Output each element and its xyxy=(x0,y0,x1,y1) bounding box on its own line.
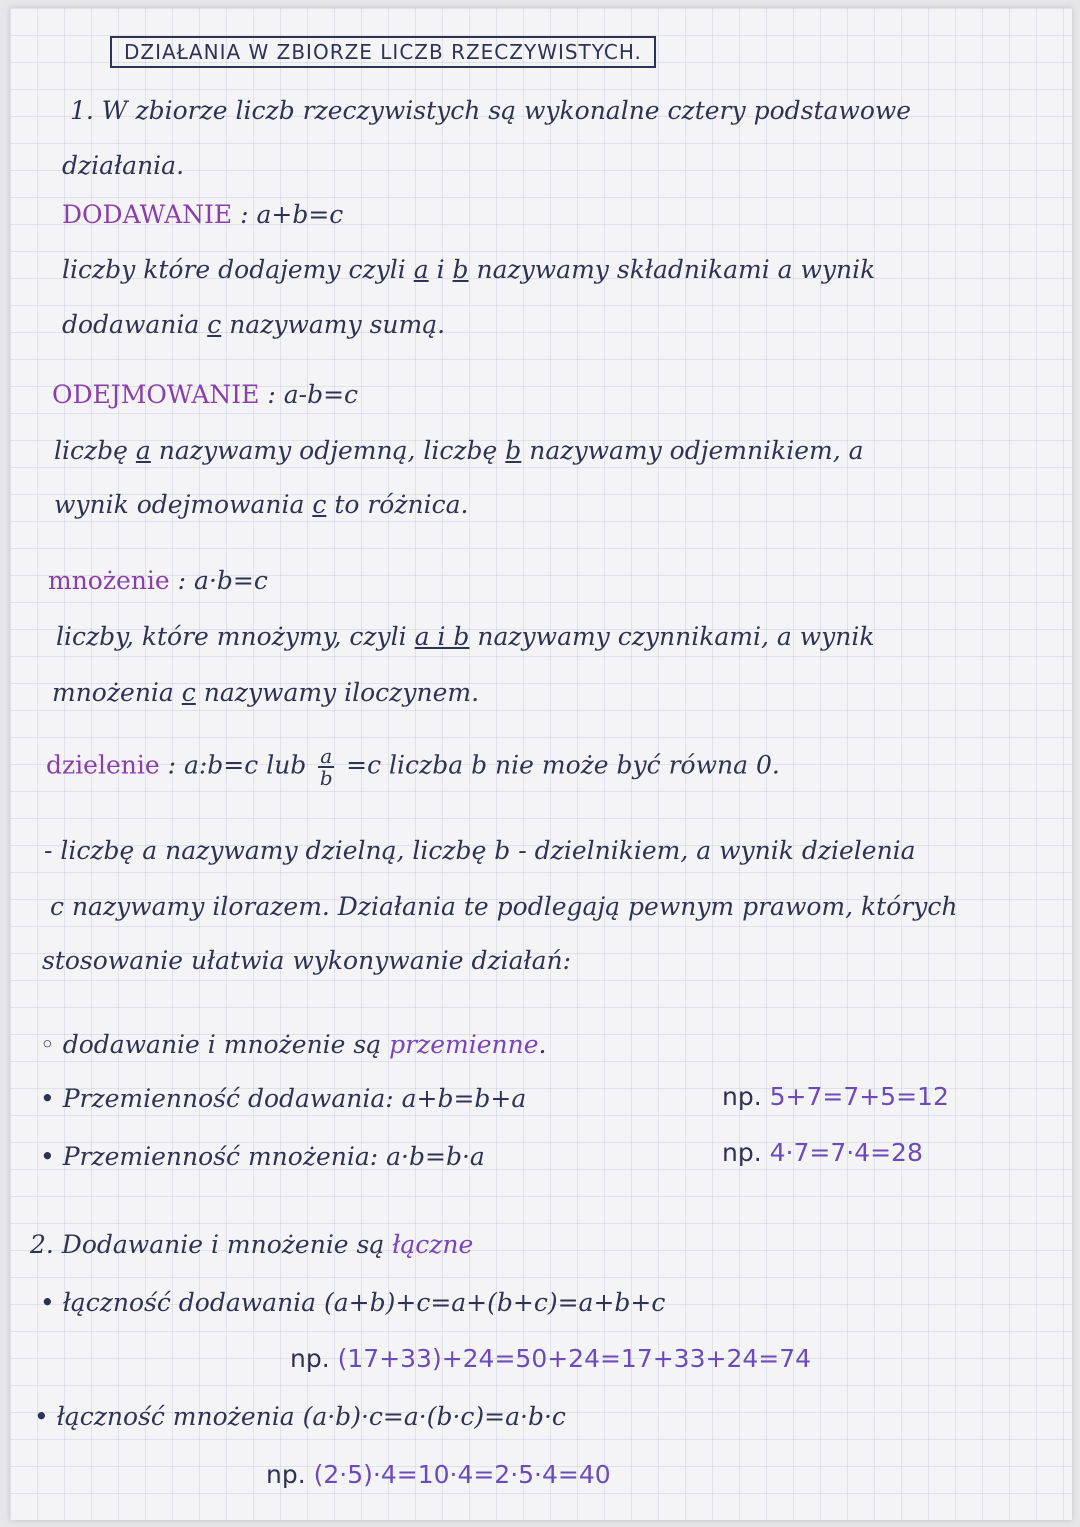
addition-heading xyxy=(62,200,343,229)
subtraction-heading xyxy=(52,380,358,409)
addition-desc-2a: dodawania xyxy=(62,310,200,339)
division-fraction xyxy=(318,746,334,788)
associative-term: łączne xyxy=(392,1230,474,1259)
addition-label: DODAWANIE xyxy=(62,200,233,229)
subtraction-desc-1b: nazywamy odjemną, liczbę xyxy=(158,436,498,465)
commutative-multiplication-example xyxy=(722,1138,923,1167)
subtraction-label: ODEJMOWANIE xyxy=(52,380,260,409)
subtraction-desc-2a: wynik odejmowania xyxy=(54,490,305,519)
associative-multiplication: • łączność mnożenia (a·b)·c=a·(b·c)=a·b·c xyxy=(34,1402,566,1431)
multiplication-desc-2b: nazywamy iloczynem. xyxy=(203,678,480,707)
addition-desc-text-b: nazywamy składnikami a wynik xyxy=(476,255,876,284)
subtraction-desc-1a: liczbę xyxy=(54,436,128,465)
example-value: (2·5)·4=10·4=2·5·4=40 xyxy=(313,1460,611,1489)
example-label: np. xyxy=(266,1460,306,1489)
example-value: 4·7=7·4=28 xyxy=(769,1138,923,1167)
multiplication-label: mnożenie xyxy=(48,566,170,595)
multiplication-heading xyxy=(48,566,268,595)
subtraction-desc-1c: nazywamy odjemnikiem, a xyxy=(529,436,864,465)
subtraction-formula: : a-b=c xyxy=(267,380,359,409)
fraction-numerator: a xyxy=(320,744,333,768)
page-title: DZIAŁANIA W ZBIORZE LICZB RZECZYWISTYCH. xyxy=(110,36,656,68)
associative-text: 2. Dodawanie i mnożenie są xyxy=(30,1230,385,1259)
multiplication-term-c: c xyxy=(181,678,196,707)
associative-heading xyxy=(30,1230,473,1259)
division-desc-1: - liczbę a nazywamy dzielną, liczbę b - dzielnikiem, a wynik dzielenia xyxy=(44,836,916,865)
addition-desc-1 xyxy=(62,255,875,284)
example-label: np. xyxy=(290,1344,330,1373)
division-label: dzielenie xyxy=(46,750,160,780)
commutative-multiplication: • Przemienność mnożenia: a·b=b·a xyxy=(40,1142,485,1171)
commutative-term: przemienne xyxy=(389,1030,539,1059)
example-value: 5+7=7+5=12 xyxy=(769,1082,949,1111)
example-label: np. xyxy=(722,1082,762,1111)
addition-term-c: c xyxy=(207,310,222,339)
multiplication-desc-1 xyxy=(56,622,875,651)
commutative-text: ◦ dodawanie i mnożenie są xyxy=(40,1030,382,1059)
example-label: np. xyxy=(722,1138,762,1167)
notebook-page xyxy=(10,8,1072,1520)
commutative-addition: • Przemienność dodawania: a+b=b+a xyxy=(40,1084,527,1113)
addition-term-b: b xyxy=(452,255,469,284)
addition-term-i: i xyxy=(436,255,445,284)
commutative-dot: . xyxy=(538,1030,547,1059)
associative-addition-example xyxy=(290,1344,811,1373)
subtraction-desc-1 xyxy=(54,436,864,465)
subtraction-desc-2 xyxy=(54,490,468,519)
commutative-addition-example xyxy=(722,1082,949,1111)
intro-line-1: 1. W zbiorze liczb rzeczywistych są wykonalne cztery podstawowe xyxy=(70,96,912,125)
addition-term-a: a xyxy=(413,255,429,284)
associative-multiplication-example xyxy=(266,1460,611,1489)
associative-addition: • łączność dodawania (a+b)+c=a+(b+c)=a+b+c xyxy=(40,1288,666,1317)
addition-formula: : a+b=c xyxy=(240,200,344,229)
subtraction-term-a: a xyxy=(135,436,151,465)
division-desc-2: c nazywamy ilorazem. Działania te podlegają pewnym prawom, których xyxy=(50,892,958,921)
multiplication-terms: a i b xyxy=(414,622,470,651)
multiplication-formula: : a·b=c xyxy=(177,566,268,595)
subtraction-term-c: c xyxy=(312,490,327,519)
multiplication-desc-2a: mnożenia xyxy=(52,678,174,707)
division-rest: =c liczba b nie może być równa 0. xyxy=(346,750,780,780)
division-formula: : a:b=c lub xyxy=(167,750,307,780)
multiplication-desc-1b: nazywamy czynnikami, a wynik xyxy=(477,622,875,651)
division-heading xyxy=(46,746,780,788)
subtraction-term-b: b xyxy=(505,436,522,465)
division-desc-3: stosowanie ułatwia wykonywanie działań: xyxy=(42,946,572,975)
addition-desc-text: liczby które dodajemy czyli xyxy=(62,255,406,284)
commutative-heading xyxy=(40,1030,546,1059)
intro-line-2: działania. xyxy=(62,151,185,180)
fraction-denominator: b xyxy=(319,766,333,790)
subtraction-desc-2b: to różnica. xyxy=(334,490,469,519)
addition-desc-2b: nazywamy sumą. xyxy=(229,310,446,339)
multiplication-desc-2 xyxy=(52,678,479,707)
multiplication-desc-1a: liczby, które mnożymy, czyli xyxy=(56,622,407,651)
example-value: (17+33)+24=50+24=17+33+24=74 xyxy=(337,1344,812,1373)
addition-desc-2 xyxy=(62,310,445,339)
